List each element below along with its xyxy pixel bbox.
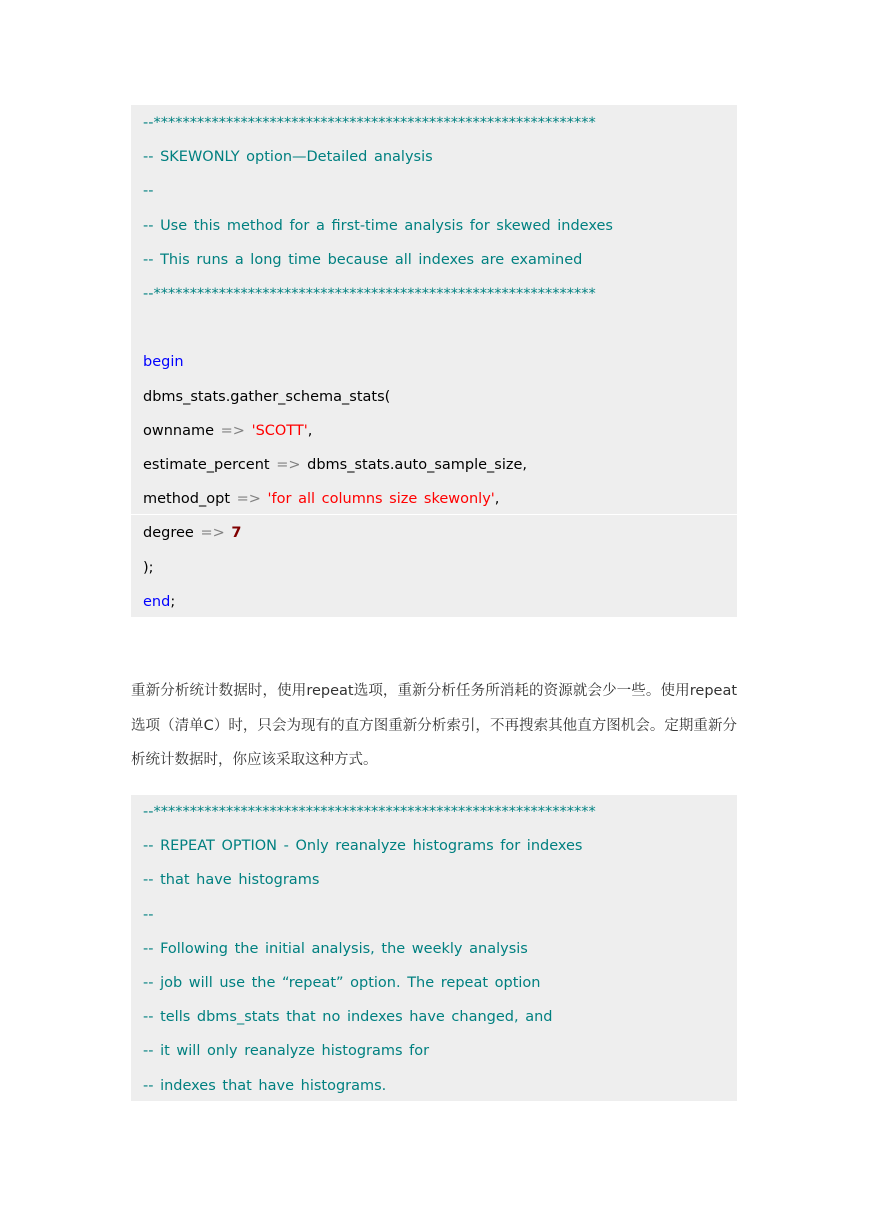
code-line [143,180,153,202]
code-token-plain: , [307,422,313,439]
code-token-plain: , [494,491,500,508]
code-token-keyword: end [143,593,171,610]
paragraph-text: ）时，只会为现有的直方图重新分析索引，不再搜索其他直方图机会。定期重新分析统计数据时，你应该采取这种方式。 [131,717,738,768]
code-token-comment: -- Following the initial analysis, the weekly analysis [143,940,528,957]
code-line [143,249,582,271]
code-line [143,146,433,168]
code-token-op: => [236,491,261,508]
code-line [143,1075,386,1097]
paragraph-term: C [203,717,214,734]
body-paragraph [131,674,737,778]
code-line [143,972,541,994]
code-line [143,801,596,823]
code-block-skewonly [131,105,737,617]
code-token-plain: estimate_percent [143,457,277,473]
code-block-divider [131,514,737,515]
code-token-comment: -- tells dbms_stats that no indexes have changed, and [143,1009,553,1026]
code-token-comment: -- indexes that have histograms. [143,1077,387,1094]
code-token-comment: -- [143,906,154,923]
code-token-plain: method_opt [143,491,237,508]
code-token-string: 'SCOTT' [251,422,308,439]
paragraph-text: 选项，重新分析任务所消耗的资源就会少一些。使用 [353,683,690,699]
code-token-comment: --************************************************************* [143,804,596,820]
code-token-plain [245,423,252,439]
code-token-keyword: begin [143,354,184,371]
code-token-comment: --************************************************************* [143,115,596,131]
code-line [143,938,528,960]
code-line [143,869,319,891]
code-token-plain: ownname [143,422,221,439]
code-token-plain: ); [143,559,154,576]
code-token-comment: -- SKEWONLY option—Detailed analysis [143,149,433,166]
code-token-plain: degree [143,525,201,542]
paragraph-term: repeat [306,683,354,699]
code-line [143,454,527,476]
code-token-op: => [220,422,245,439]
code-line [143,283,596,305]
code-token-comment: --************************************************************* [143,286,596,302]
code-token-comment: -- This runs a long time because all indexes are examined [143,251,583,268]
code-token-op: => [276,457,301,473]
code-token-plain: ; [170,593,176,610]
code-line [143,904,153,926]
code-line [143,386,390,408]
code-token-comment: -- that have histograms [143,872,320,889]
code-token-comment: -- job will use the “repeat” option. The repeat option [143,975,541,991]
code-token-plain: dbms_stats.auto_sample_size, [300,457,528,473]
paragraph-text: 重新分析统计数据时，使用 [131,683,307,699]
code-token-plain [261,491,268,507]
code-line [143,1040,429,1062]
code-token-comment: -- it will only reanalyze histograms for [143,1043,430,1060]
code-line [143,522,241,544]
code-line [143,351,184,373]
code-line [143,420,312,442]
paragraph-term: repeat [689,683,738,699]
code-line [143,112,596,134]
code-token-string: 'for all columns size skewonly' [267,491,495,508]
code-block-repeat [131,795,737,1101]
paragraph-text: 选项（清单 [131,717,204,734]
code-token-comment: -- REPEAT OPTION - Only reanalyze histograms for indexes [143,838,583,855]
code-token-op: => [200,525,225,542]
code-line [143,488,499,510]
code-line [143,591,175,613]
code-line [143,215,613,237]
code-token-comment: -- Use this method for a first-time analysis for skewed indexes [143,217,613,234]
code-token-comment: -- [143,183,154,200]
code-line [143,1006,553,1028]
code-token-plain: dbms_stats.gather_schema_stats( [143,388,391,405]
code-line [143,557,154,579]
code-line [143,835,583,857]
code-token-number: 7 [231,525,242,542]
